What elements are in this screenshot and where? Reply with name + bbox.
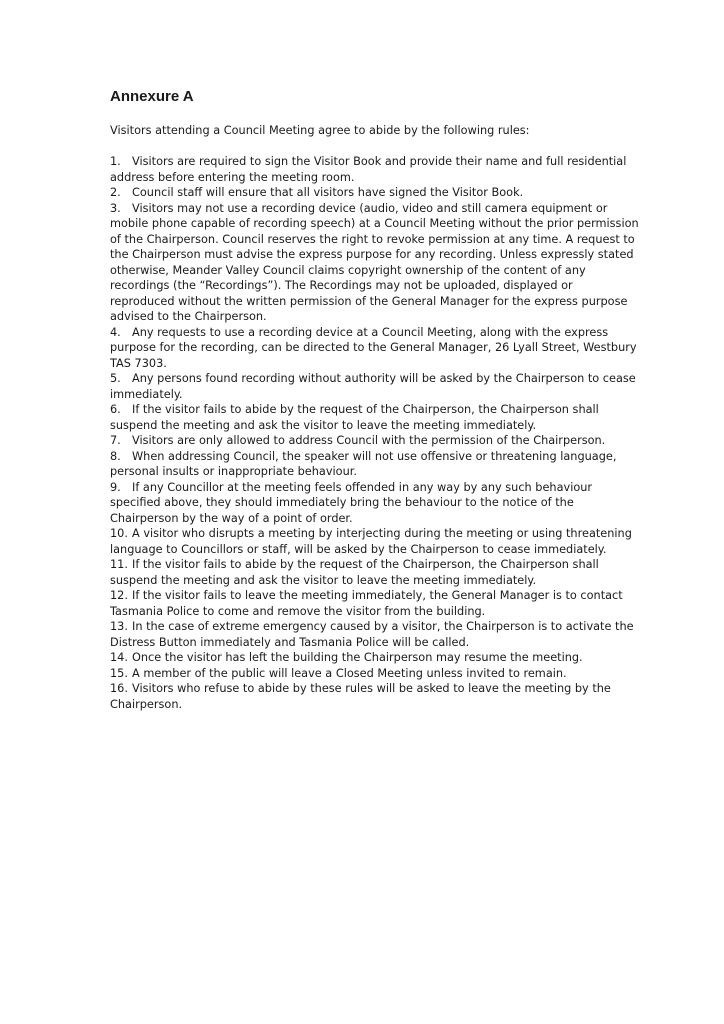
rule-item <box>110 557 640 588</box>
rule-text: Visitors are only allowed to address Council with the permission of the Chairperson. <box>132 434 606 447</box>
rule-item <box>110 588 640 619</box>
rule-item <box>110 480 640 527</box>
rule-text: Once the visitor has left the building the Chairperson may resume the meeting. <box>132 651 583 664</box>
rule-number: 16. <box>110 682 128 695</box>
rule-item <box>110 650 640 666</box>
rule-text: If any Councillor at the meeting feels offended in any way by any such behaviour specified above, they should immediately bring the behaviour to the notice of the Chairperson by the way of a point of order. <box>110 480 593 525</box>
rule-text: Council staff will ensure that all visitors have signed the Visitor Book. <box>132 186 524 199</box>
rule-number: 13. <box>110 620 128 633</box>
rule-number: 2. <box>110 186 121 199</box>
rule-text: A member of the public will leave a Closed Meeting unless invited to remain. <box>132 666 567 680</box>
rule-text: Any requests to use a recording device at a Council Meeting, along with the express purpose for the recording, can be directed to the General Manager, 26 Lyall Street, Westbury TAS 7303. <box>110 325 637 370</box>
rules-list <box>110 154 640 712</box>
rule-item <box>110 681 640 712</box>
rule-number: 15. <box>110 666 128 680</box>
rule-text: In the case of extreme emergency caused by a visitor, the Chairperson is to activate the Distress Button immediately and Tasmania Police will be called. <box>110 620 634 649</box>
rule-text: If the visitor fails to abide by the request of the Chairperson, the Chairperson shall suspend the meeting and ask the visitor to leave the meeting immediately. <box>110 558 599 587</box>
rule-text: When addressing Council, the speaker will not use offensive or threatening language, personal insults or inappropriate behaviour. <box>110 449 617 478</box>
rule-item <box>110 154 640 185</box>
rule-number: 12. <box>110 589 128 602</box>
rule-number: 7. <box>110 434 121 447</box>
rule-item <box>110 433 640 449</box>
rule-text: If the visitor fails to abide by the request of the Chairperson, the Chairperson shall suspend the meeting and ask the visitor to leave the meeting immediately. <box>110 403 599 432</box>
rule-text: If the visitor fails to leave the meeting immediately, the General Manager is to contact Tasmania Police to come and remove the visitor from the building. <box>110 589 623 618</box>
document-page <box>110 88 640 712</box>
rule-number: 9. <box>110 480 121 494</box>
rule-item <box>110 402 640 433</box>
rule-item <box>110 666 640 682</box>
rule-number: 1. <box>110 155 121 168</box>
rule-item <box>110 325 640 372</box>
rule-number: 4. <box>110 325 121 339</box>
rule-number: 8. <box>110 449 121 463</box>
rule-item <box>110 526 640 557</box>
rule-text: Visitors who refuse to abide by these rules will be asked to leave the meeting by the Chairperson. <box>110 682 611 711</box>
rule-item <box>110 201 640 325</box>
rule-text: Visitors may not use a recording device (audio, video and still camera equipment or mobile phone capable of recording speech) at a Council Meeting without the prior permission of the Chairperson. Council reserves the right to revoke permission at any time. A request to the Chairperson must advise the express purpose for any recording. Unless expressly stated otherwise, Meander Valley Council claims copyright ownership of the content of any recordings (the “Recordings”). The Recordings may not be uploaded, displayed or reproduced without the written permission of the General Manager for the express purpose advised to the Chairperson. <box>110 201 639 323</box>
rule-number: 3. <box>110 201 121 215</box>
rule-item <box>110 619 640 650</box>
rule-number: 11. <box>110 558 128 571</box>
intro-paragraph: Visitors attending a Council Meeting agree to abide by the following rules: <box>110 124 530 137</box>
rule-item <box>110 371 640 402</box>
rule-number: 14. <box>110 651 128 664</box>
rule-text: Visitors are required to sign the Visitor Book and provide their name and full residential address before entering the meeting room. <box>110 155 627 184</box>
page-title: Annexure A <box>110 88 194 105</box>
rule-number: 5. <box>110 372 121 385</box>
rule-item <box>110 185 640 201</box>
rule-text: A visitor who disrupts a meeting by interjecting during the meeting or using threatening language to Councillors or staff, will be asked by the Chairperson to cease immediately. <box>110 527 632 556</box>
rule-item <box>110 449 640 480</box>
rule-number: 6. <box>110 403 121 416</box>
rule-text: Any persons found recording without authority will be asked by the Chairperson to cease immediately. <box>110 372 636 401</box>
rule-number: 10. <box>110 527 128 540</box>
